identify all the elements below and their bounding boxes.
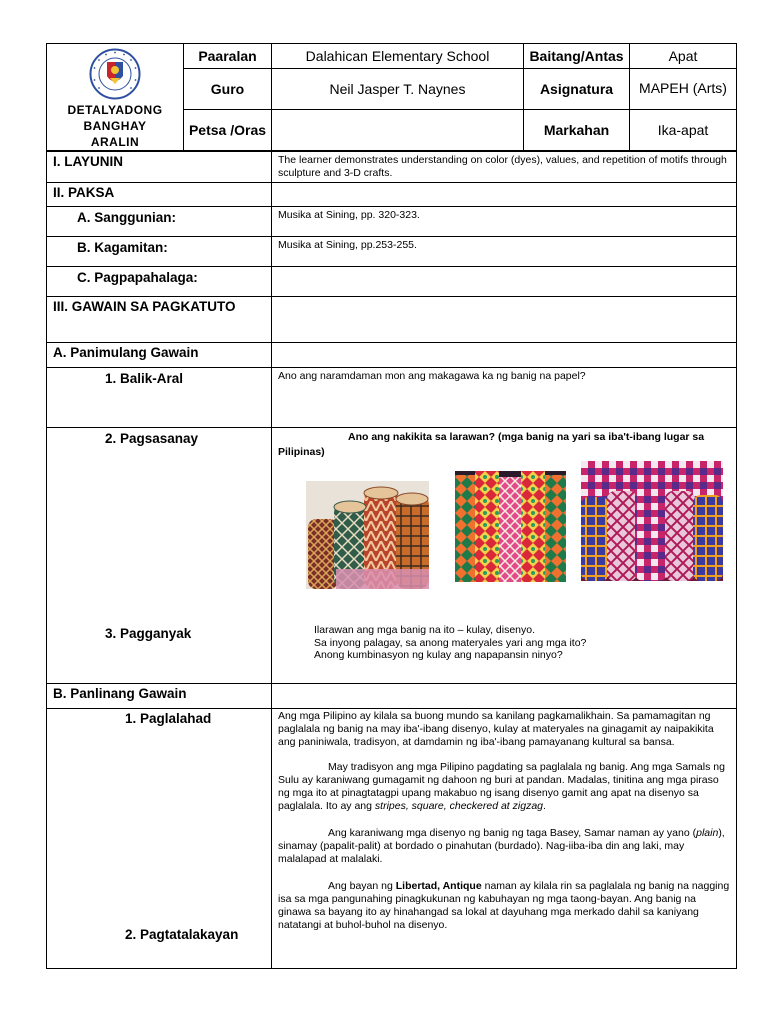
paglalahad-content bbox=[272, 709, 737, 969]
pagpapahalaga-label: C. Pagpapahalaga: bbox=[47, 267, 272, 297]
panimula-label: A. Panimulang Gawain bbox=[47, 343, 272, 368]
teacher-label: Guro bbox=[184, 68, 272, 109]
pagsasanay-label: 2. Pagsasanay bbox=[105, 431, 199, 446]
header-logo-cell bbox=[47, 44, 184, 151]
quarter-value: Ika-apat bbox=[630, 109, 737, 150]
pagsasanay-question-line-2: Pilipinas) bbox=[278, 446, 325, 458]
doc-title-line-1: DETALYADONG bbox=[67, 103, 163, 117]
pagganyak-line-2: Sa inyong palagay, sa anong materyales yari ang mga ito? bbox=[314, 636, 587, 649]
pagganyak-text bbox=[314, 624, 586, 662]
grade-value: Apat bbox=[630, 44, 737, 69]
teacher-value: Neil Jasper T. Naynes bbox=[272, 68, 524, 109]
layunin-label: I. LAYUNIN bbox=[47, 152, 272, 183]
deped-seal-icon bbox=[89, 48, 141, 100]
pagganyak-line-3: Anong kumbinasyon ng kulay ang napapansin ninyo? bbox=[314, 649, 563, 661]
paglalahad-label-cell bbox=[47, 709, 272, 969]
sanggunian-text: Musika at Sining, pp. 320-323. bbox=[272, 207, 737, 237]
lesson-plan-table bbox=[46, 43, 737, 151]
paksa-label: II. PAKSA bbox=[47, 183, 272, 207]
date-label: Petsa /Oras bbox=[184, 109, 272, 150]
pagsasanay-content-cell bbox=[272, 428, 737, 684]
paragraph-2: May tradisyon ang mga Pilipino pagdating sa paglalala ng banig. Ang mga Samals ng Sulu ay karaniwang gumagamit ng dahoon ng buri at pandan. Madalas, tinitina ang mga piraso ng mga ito at pinagtatagpi upang makabuo ng isang disenyo gamit ang apat na disenyo sa paglalala. Ito ay ang stripes, square, checkered at zigzag. bbox=[278, 761, 725, 812]
pagsasanay-question-line-1: Ano ang nakikita sa larawan? (mga banig na yari sa iba't-ibang lugar sa bbox=[348, 431, 705, 443]
date-value bbox=[272, 109, 524, 150]
doc-title-line-2: BANGHAY bbox=[83, 119, 147, 133]
school-value: Dalahican Elementary School bbox=[272, 44, 524, 69]
panimula-value bbox=[272, 343, 737, 368]
kagamitan-label: B. Kagamitan: bbox=[47, 237, 272, 267]
lesson-plan-document bbox=[46, 43, 736, 972]
pagganyak-label: 3. Pagganyak bbox=[105, 626, 192, 641]
layunin-text: The learner demonstrates understanding on color (dyes), values, and repetition of motifs through sculpture and 3-D crafts. bbox=[272, 152, 737, 183]
balik-aral-text: Ano ang naramdaman mon ang makagawa ka ng banig na papel? bbox=[272, 368, 737, 428]
grade-label: Baitang/Antas bbox=[524, 44, 630, 69]
lesson-body-table bbox=[46, 151, 737, 969]
paragraph-1: Ang mga Pilipino ay kilala sa buong mundo sa kanilang pagkamalikhain. Sa pamamagitan ng paglalala ng banig na may iba'-ibang disenyo, kulay at materyales na ginagamit ay naipakikita ang paniniwala, tradisyon, at damdamin ng iba'-ibang pamayanang kultural sa bansa. bbox=[278, 710, 714, 748]
doc-title-line-3: ARALIN bbox=[90, 135, 140, 149]
banig-photo-2 bbox=[455, 471, 566, 582]
subject-value: MAPEH (Arts) bbox=[630, 68, 737, 109]
paksa-value bbox=[272, 183, 737, 207]
pagganyak-line-1: Ilarawan ang mga banig na ito – kulay, disenyo. bbox=[314, 624, 536, 636]
school-label: Paaralan bbox=[184, 44, 272, 69]
gawain-label: III. GAWAIN SA PAGKATUTO bbox=[47, 297, 272, 343]
pagtatalakayan-label: 2. Pagtatalakayan bbox=[125, 927, 239, 942]
banig-photo-3 bbox=[581, 461, 723, 581]
paglalahad-label: 1. Paglalahad bbox=[125, 711, 212, 726]
subject-label: Asignatura bbox=[524, 68, 630, 109]
banig-photo-1 bbox=[306, 481, 429, 589]
quarter-label: Markahan bbox=[524, 109, 630, 150]
paragraph-3: Ang karaniwang mga disenyo ng banig ng taga Basey, Samar naman ay yano (plain), sinamay (papalit-palit) at bordado o pinahutan (burdado). Nag-iiba-iba din ang laki, may malalapad at malalaki. bbox=[278, 827, 725, 865]
paragraph-4: Ang bayan ng Libertad, Antique naman ay kilala rin sa paglalala ng banig na nagging isa sa mga pangunahing pinagkukunan ng kabuhayan ng mga taong-bayan. Ang banig na ginawa sa bayang ito ay hinahangad sa lokal at dayuhang mga merkado dahil sa kaniyang natatangi at buhol-buhol na disenyo. bbox=[278, 880, 730, 931]
kagamitan-text: Musika at Sining, pp.253-255. bbox=[272, 237, 737, 267]
pagsasanay-label-cell bbox=[47, 428, 272, 684]
gawain-value bbox=[272, 297, 737, 343]
panlinang-value bbox=[272, 684, 737, 709]
pagpapahalaga-value bbox=[272, 267, 737, 297]
sanggunian-label: A. Sanggunian: bbox=[47, 207, 272, 237]
panlinang-label: B. Panlinang Gawain bbox=[47, 684, 272, 709]
balik-aral-label: 1. Balik-Aral bbox=[47, 368, 272, 428]
